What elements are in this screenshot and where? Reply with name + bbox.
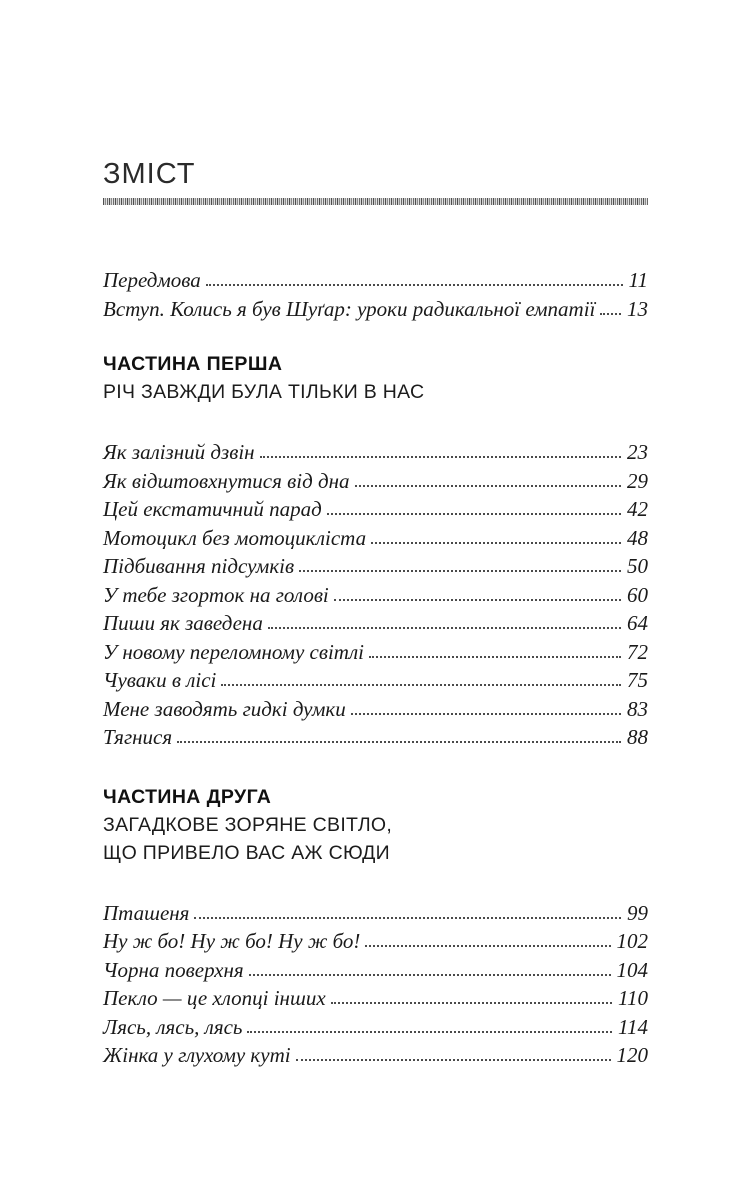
- dot-leader: [249, 974, 611, 976]
- toc-row: [103, 266, 648, 295]
- toc-entry-title: Тягнися: [103, 725, 173, 749]
- dot-leader: [247, 1031, 612, 1033]
- toc-entry-title: Вступ. Колись я був Шуґар: уроки радикальної емпатії: [103, 296, 596, 321]
- toc-entry-page: 42: [627, 497, 648, 521]
- toc-row: [103, 956, 648, 985]
- dot-leader: [365, 945, 610, 947]
- toc-entry-page: 29: [627, 468, 648, 493]
- dot-leader: [600, 313, 621, 315]
- toc-row: [103, 666, 648, 695]
- toc-entry-title: Мене заводять гидкі думки: [103, 696, 346, 721]
- toc-entry-title: Ну ж бо! Ну ж бо! Ну ж бо!: [103, 929, 361, 953]
- dot-leader: [334, 599, 621, 601]
- toc-row: [103, 1041, 648, 1070]
- toc-entry-page: 72: [627, 639, 648, 664]
- toc-row: [103, 552, 648, 581]
- toc-row: [103, 467, 648, 496]
- toc-row: [103, 609, 648, 638]
- dot-leader: [206, 284, 623, 286]
- toc-row: [103, 295, 648, 324]
- section-subtitle-line: ЩО ПРИВЕЛО ВАС АЖ СЮДИ: [103, 841, 390, 864]
- toc-row: [103, 1013, 648, 1042]
- section-heading: ЧАСТИНА ДРУГА: [103, 785, 272, 808]
- toc-row: [103, 495, 648, 524]
- toc-row: [103, 899, 648, 928]
- toc-entry-title: У новому переломному світлі: [103, 639, 364, 664]
- toc-entry-title: Пиши як заведена: [103, 611, 263, 635]
- toc-entry-title: Пекло — це хлопці інших: [103, 986, 326, 1010]
- toc-row: [103, 723, 648, 752]
- dot-leader: [355, 485, 621, 487]
- toc-entry-title: Жінка у глухому куті: [103, 1043, 291, 1067]
- toc-entry-title: Як залізний дзвін: [103, 440, 255, 464]
- toc-entry-page: 114: [618, 1014, 648, 1039]
- toc-entry-title: Чорна поверхня: [103, 957, 244, 982]
- dot-leader: [371, 542, 621, 544]
- toc-entry-title: Пташеня: [103, 900, 190, 925]
- section-heading: ЧАСТИНА ПЕРША: [103, 353, 283, 375]
- toc-entry-page: 11: [628, 268, 648, 292]
- toc-row: [103, 984, 648, 1013]
- toc-entry-page: 120: [616, 1043, 648, 1067]
- toc-entry-title: Чуваки в лісі: [103, 668, 217, 692]
- toc-entry-title: Цей екстатичний парад: [103, 497, 322, 521]
- toc-row: [103, 927, 648, 956]
- toc-section: [103, 350, 648, 752]
- dot-leader: [296, 1059, 611, 1061]
- toc-entry-page: 110: [618, 986, 648, 1010]
- dot-leader: [327, 513, 621, 515]
- dot-leader: [351, 713, 621, 715]
- toc-entry-title: Лясь, лясь, лясь: [103, 1014, 243, 1039]
- toc-entry-title: Як відштовхнутися від дна: [103, 468, 350, 493]
- toc-entry-page: 99: [627, 900, 648, 925]
- toc-entry-title: У тебе згорток на голові: [103, 582, 329, 607]
- dot-leader: [369, 656, 621, 658]
- toc-entry-page: 60: [627, 582, 648, 607]
- dot-leader: [299, 570, 621, 572]
- toc-entry-title: Мотоцикл без мотоцикліста: [103, 525, 367, 550]
- toc-entry-page: 13: [627, 296, 648, 321]
- toc-row: [103, 524, 648, 553]
- toc-entry-page: 50: [627, 554, 648, 578]
- toc-entry-page: 102: [616, 929, 648, 953]
- dot-leader: [194, 917, 621, 919]
- title-rule-divider: [103, 198, 648, 205]
- dot-leader: [260, 456, 621, 458]
- toc-entry-page: 104: [616, 957, 648, 982]
- toc-entry-title: Підбивання підсумків: [103, 554, 295, 578]
- toc-entry-page: 23: [627, 440, 648, 464]
- section-subtitle-line: ЗАГАДКОВЕ ЗОРЯНЕ СВІТЛО,: [103, 813, 393, 836]
- toc-entry-page: 88: [627, 725, 648, 749]
- toc-entry-page: 75: [627, 668, 648, 692]
- toc-row: [103, 581, 648, 610]
- section-entries: [103, 899, 648, 1070]
- front-matter-list: [103, 266, 648, 323]
- toc-entry-title: Передмова: [103, 268, 201, 292]
- dot-leader: [331, 1002, 612, 1004]
- toc-row: [103, 695, 648, 724]
- toc-entry-page: 48: [627, 525, 648, 550]
- section-subtitle-line: РІЧ ЗАВЖДИ БУЛА ТІЛЬКИ В НАС: [103, 381, 425, 403]
- toc-row: [103, 638, 648, 667]
- toc-section: [103, 783, 648, 1070]
- dot-leader: [268, 627, 621, 629]
- toc-entry-page: 83: [627, 696, 648, 721]
- sections-container: [103, 350, 648, 1070]
- toc-entry-page: 64: [627, 611, 648, 635]
- toc-row: [103, 438, 648, 467]
- section-entries: [103, 438, 648, 752]
- dot-leader: [221, 684, 621, 686]
- dot-leader: [177, 741, 621, 743]
- page-title: ЗМІСТ: [103, 158, 196, 190]
